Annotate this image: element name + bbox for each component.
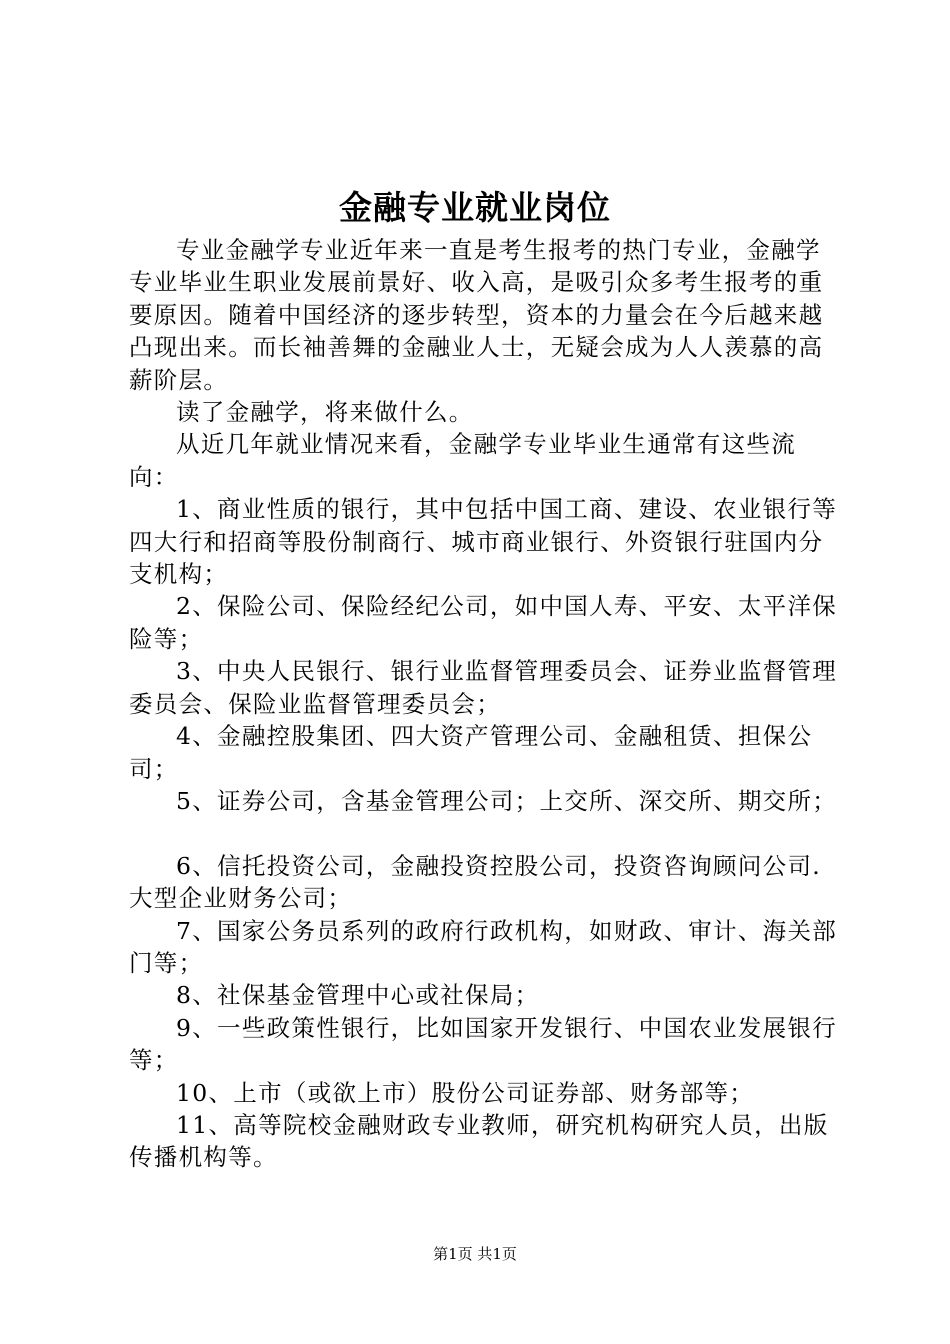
document-body xyxy=(129,234,839,1174)
list-item: 8、社保基金管理中心或社保局； xyxy=(176,981,540,1010)
lead-paragraph: 从近几年就业情况来看，金融学专业毕业生通常有这些流向： xyxy=(129,430,796,491)
intro-paragraph: 专业金融学专业近年来一直是考生报考的热门专业，金融学专业毕业生职业发展前景好、收入高，是吸引众多考生报考的重要原因。随着中国经济的逐步转型，资本的力量会在今后越来越凸现出来。而长袖善舞的金融业人士，无疑会成为人人羡慕的高薪阶层。 xyxy=(129,236,824,394)
list-item: 5、证券公司，含基金管理公司；上交所、深交所、期交所； xyxy=(176,786,838,815)
list-item: 4、金融控股集团、四大资产管理公司、金融租赁、担保公司； xyxy=(129,722,813,783)
list-item: 7、国家公务员系列的政府行政机构，如财政、审计、海关部门等； xyxy=(129,916,838,977)
document-title: 金融专业就业岗位 xyxy=(339,188,611,227)
blank-line xyxy=(129,817,839,849)
page-number-footer: 第1页 共1页 xyxy=(433,1245,517,1263)
list-item: 10、上市（或欲上市）股份公司证券部、财务部等； xyxy=(176,1078,755,1107)
question-paragraph: 读了金融学，将来做什么。 xyxy=(176,398,474,427)
list-item: 11、高等院校金融财政专业教师，研究机构研究人员，出版传播机构等。 xyxy=(129,1110,829,1172)
list-item: 6、信托投资公司，金融投资控股公司，投资咨询顾问公司.大型企业财务公司； xyxy=(129,851,822,913)
list-item: 2、保险公司、保险经纪公司，如中国人寿、平安、太平洋保险等； xyxy=(129,592,838,653)
list-item: 3、中央人民银行、银行业监督管理委员会、证券业监督管理委员会、保险业监督管理委员会； xyxy=(129,657,838,718)
list-item: 1、商业性质的银行，其中包括中国工商、建设、农业银行等四大行和招商等股份制商行、城市商业银行、外资银行驻国内分支机构； xyxy=(129,495,838,589)
list-item: 9、一些政策性银行，比如国家开发银行、中国农业发展银行等； xyxy=(129,1013,838,1075)
